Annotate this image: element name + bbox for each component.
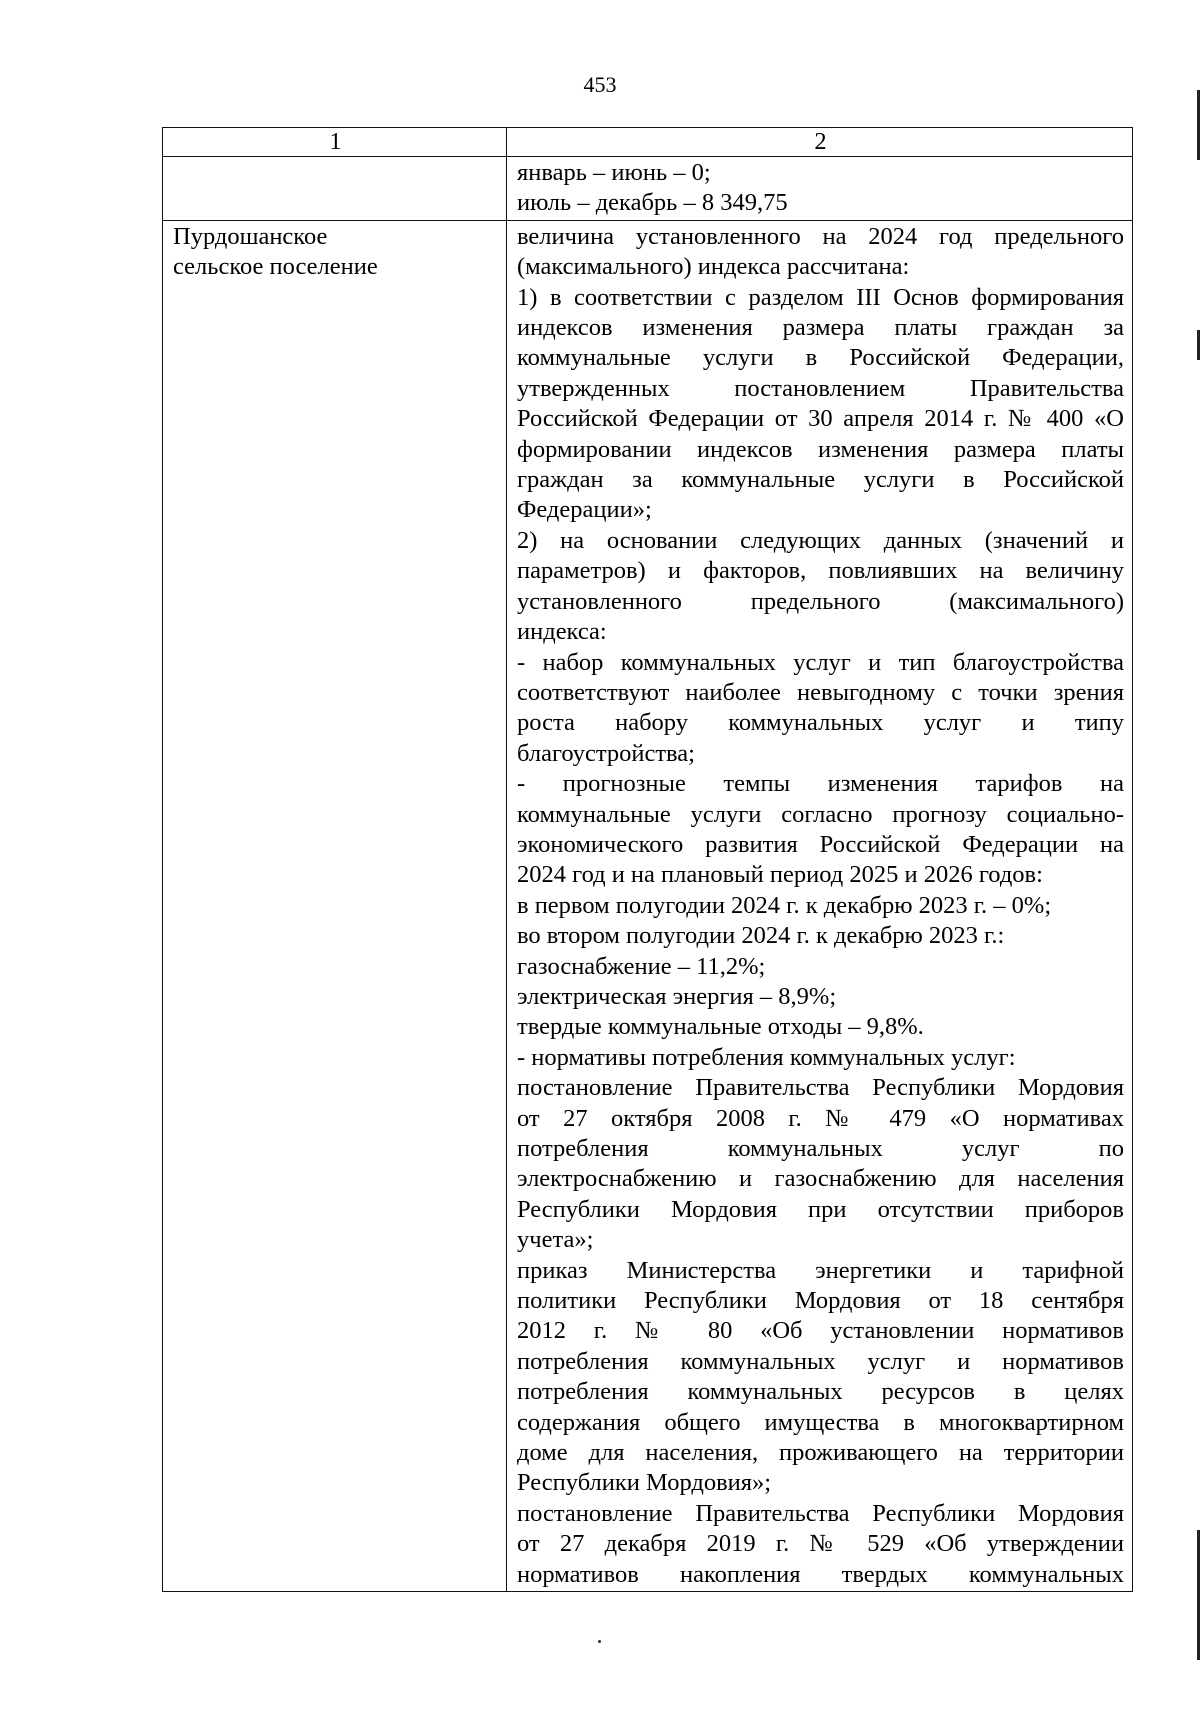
text-line: величина установленного на 2024 год предельного [517,222,1124,250]
text-line: июль – декабрь – 8 349,75 [517,189,788,217]
text-line: параметров) и факторов, повлиявших на величину [517,557,1124,585]
text-line: роста набору коммунальных услуг и типу [517,709,1124,737]
text-line: газоснабжение – 11,2%; [517,952,766,980]
table-header-row [163,128,1133,157]
text-line: электроснабжению и газоснабжению для населения [517,1165,1124,1193]
text-line: 1) в соответствии с разделом III Основ формирования [517,283,1124,311]
text-line: постановление Правительства Республики Мордовия [517,1074,1124,1102]
table-row [163,220,1133,1591]
text-line: экономического развития Российской Федерации на [517,830,1124,858]
text-line: индексов изменения размера платы граждан за [517,314,1124,342]
text-line: Республики Мордовия при отсутствии приборов [517,1195,1124,1223]
row-2-municipality-cell [163,220,507,1591]
text-line: - прогнозные темпы изменения тарифов на [517,770,1124,798]
scan-speck [598,1640,601,1643]
text-line: электрическая энергия – 8,9%; [517,982,837,1010]
text-line: в первом полугодии 2024 г. к декабрю 2023 г. – 0%; [517,891,1052,919]
text-line: соответствуют наиболее невыгодному с точки зрения [517,678,1124,706]
text-line: доме для населения, проживающего на территории [517,1439,1124,1467]
text-line: во втором полугодии 2024 г. к декабрю 2023 г.: [517,922,1005,950]
text-line: Республики Мордовия»; [517,1469,772,1497]
text-line: потребления коммунальных ресурсов в целях [517,1378,1124,1406]
column-header-2: 2 [507,128,1133,157]
text-line: 2024 год и на плановый период 2025 и 2026 годов: [517,861,1043,889]
text-line: твердые коммунальные отходы – 9,8%. [517,1013,924,1041]
text-line: содержания общего имущества в многоквартирном [517,1408,1124,1436]
text-line: формировании индексов изменения размера платы [517,435,1124,463]
text-line: политики Республики Мордовия от 18 сентября [517,1287,1124,1315]
text-line: - набор коммунальных услуг и тип благоустройства [517,648,1124,676]
text-line: потребления коммунальных услуг и нормативов [517,1347,1124,1375]
row-2-description-cell [507,220,1133,1591]
text-line: приказ Министерства энергетики и тарифной [517,1256,1124,1284]
text-line: сельское поселение [173,253,378,281]
text-line: нормативов накопления твердых коммунальных [517,1560,1124,1588]
row-1-description-cell [507,157,1133,221]
text-line: Пурдошанское [173,222,328,250]
text-line: учета»; [517,1226,594,1254]
text-line: Федерации»; [517,496,652,524]
text-line: (максимального) индекса рассчитана: [517,253,910,281]
text-line: коммунальные услуги в Российской Федерации, [517,344,1124,372]
text-line: установленного предельного (максимального) [517,587,1124,615]
row-1-municipality-cell [163,157,507,221]
text-line: - нормативы потребления коммунальных услуг: [517,1043,1016,1071]
text-line: постановление Правительства Республики Мордовия [517,1499,1124,1527]
text-line: от 27 декабря 2019 г. № 529 «Об утверждении [517,1530,1124,1558]
text-line: 2) на основании следующих данных (значений и [517,526,1124,554]
text-line: Российской Федерации от 30 апреля 2014 г. № 400 «О [517,405,1124,433]
text-line: потребления коммунальных услуг по [517,1135,1124,1162]
text-line: благоустройства; [517,739,695,767]
text-line: 2012 г. № 80 «Об установлении нормативов [517,1317,1124,1345]
text-line: от 27 октября 2008 г. № 479 «О нормативах [517,1104,1124,1132]
column-header-1: 1 [163,128,507,157]
page-number: 453 [583,72,617,97]
text-line: коммунальные услуги согласно прогнозу социально- [517,800,1124,828]
document-table [162,127,1133,1592]
text-line: граждан за коммунальные услуги в Российской [517,466,1124,494]
table-row [163,157,1133,221]
text-line: индекса: [517,618,607,646]
text-line: январь – июнь – 0; [517,159,711,186]
text-line: утвержденных постановлением Правительства [517,374,1124,402]
